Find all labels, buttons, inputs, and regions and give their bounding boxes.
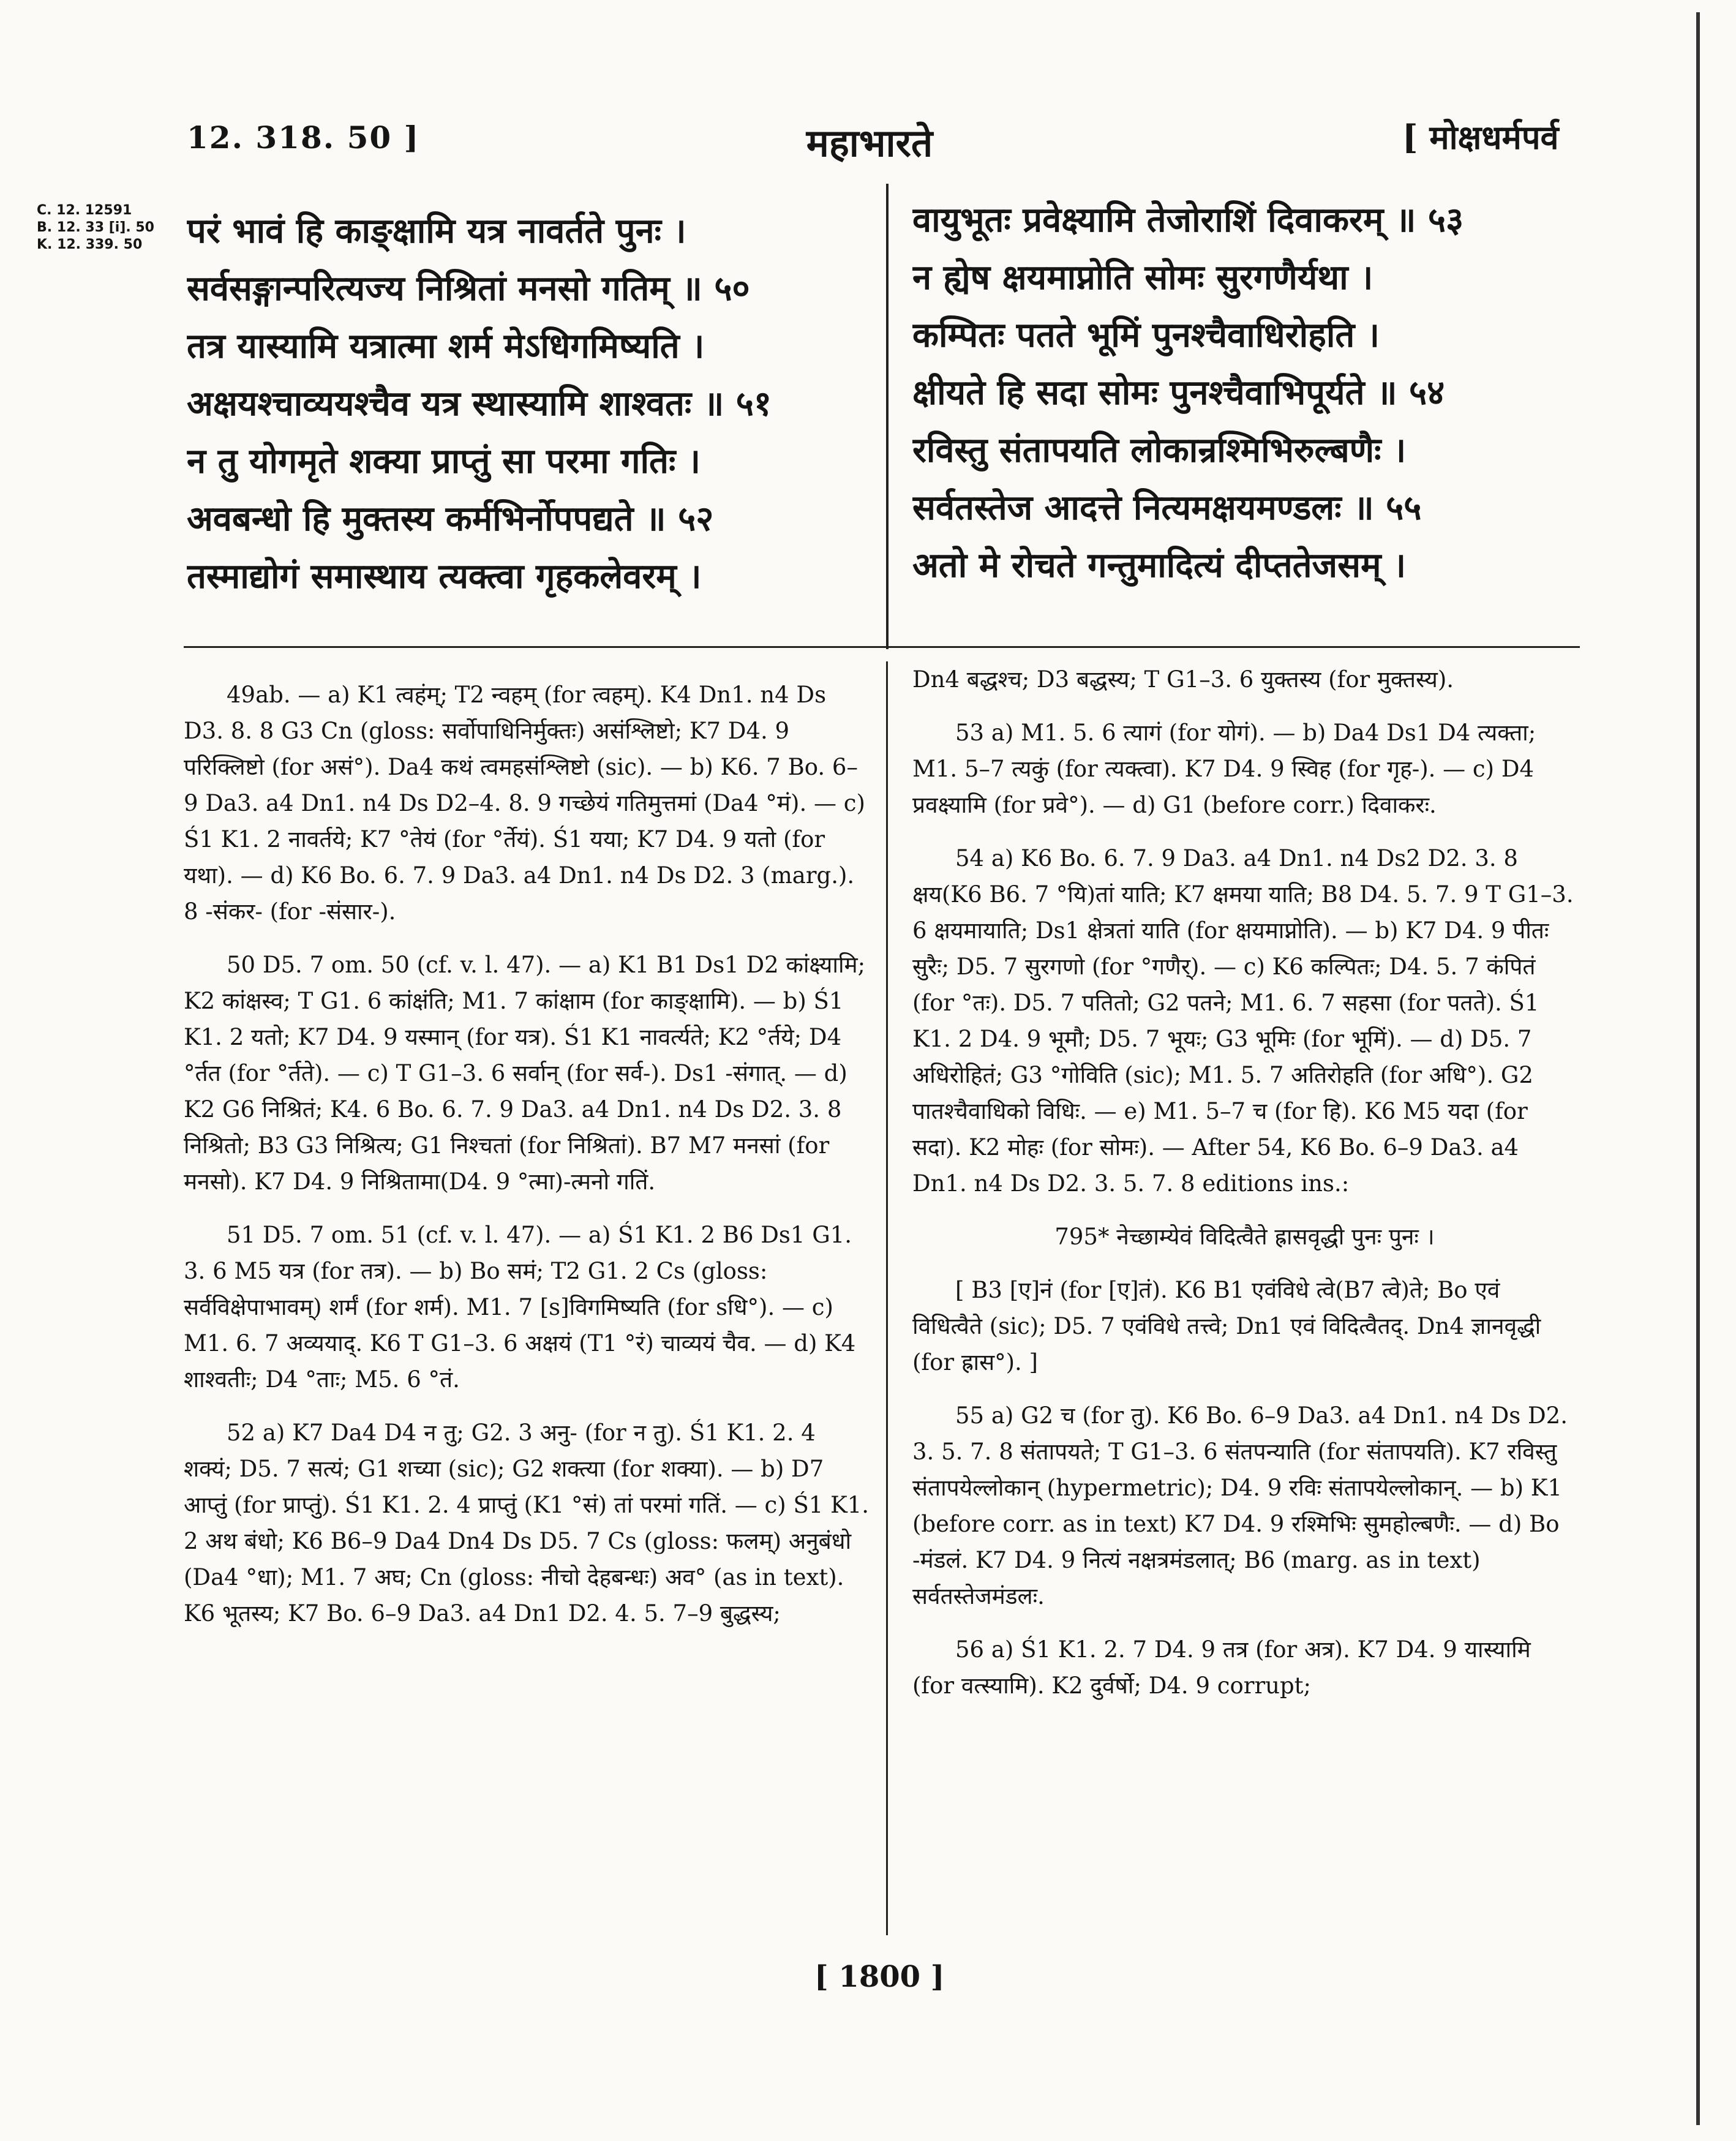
verse-line: अवबन्धो हि मुक्तस्य कर्मभिर्नोपपद्यते ॥ ५२ (187, 499, 714, 539)
verse-line: तत्र यास्यामि यत्रात्मा शर्म मेऽधिगमिष्यति । (187, 326, 705, 366)
concordance-ref: K. 12. 339. 50 (37, 237, 143, 252)
verse-column-right (912, 191, 1586, 594)
section-divider (184, 646, 1580, 648)
page-title: महाभारते (806, 121, 933, 165)
concordance-ref: C. 12. 12591 (37, 203, 132, 218)
header-verse-ref: 12. 318. 50 ] (187, 119, 420, 156)
verse-column-left (187, 202, 848, 605)
verse-line: वायुभूतः प्रवेक्ष्यामि तेजोराशिं दिवाकरम् ॥ ५३ (912, 200, 1464, 240)
apparatus-column-right (912, 661, 1577, 1721)
concordance-refs (37, 202, 154, 254)
column-divider-top (886, 184, 889, 649)
column-divider-bottom (886, 661, 888, 1935)
verse-line: रविस्तु संतापयति लोकान्रश्मिभिरुल्बणैः । (912, 430, 1407, 470)
apparatus-note: 55 a) G2 च (for तु). K6 Bo. 6–9 Da3. a4 Dn1. n4 Ds D2. 3. 5. 7. 8 संतापयते; T G1–3. 6 संतपन्याति (for संतापयति). K7 रविस्तु संतापयेल्लोकान् (hypermetric); D4. 9 रविः संतापयेल्लोकान्. — b) K1 (before corr. as in text) K7 D4. 9 रश्मिभिः सुमहोल्बणैः. — d) Bo -मंडलं. K7 D4. 9 नित्यं नक्षत्रमंडलात्; B6 (marg. as in text) सर्वतस्तेजमंडलः. (912, 1402, 1568, 1609)
apparatus-note: 52 a) K7 Da4 D4 न तु; G2. 3 अनु- (for न तु). Ś1 K1. 2. 4 शक्यं; D5. 7 सत्यं; G1 शच्या (sic); G2 शक्त्या (for शक्या). — b) D7 आप्तुं (for प्राप्तुं). Ś1 K1. 2. 4 प्राप्तुं (K1 °सं) तां परमां गतिं. — c) Ś1 K1. 2 अथ बंधो; K6 B6–9 Da4 Dn4 Ds D5. 7 Cs (gloss: फलम्) अनुबंधो (Da4 °धा); M1. 7 अघ; Cn (gloss: नीचो देहबन्धः) अव° (as in text). K6 भूतस्य; K7 Bo. 6–9 Da3. a4 Dn1 D2. 4. 5. 7–9 बुद्धस्य; (184, 1420, 870, 1627)
page-edge-line (1696, 12, 1700, 2125)
verse-line: अक्षयश्चाव्ययश्चैव यत्र स्थास्यामि शाश्वतः ॥ ५१ (187, 383, 772, 424)
apparatus-note: 50 D5. 7 om. 50 (cf. v. l. 47). — a) K1 B1 Ds1 D2 कांक्ष्यामि; K2 कांक्षस्व; T G1. 6 कांक्षंति; M1. 7 कांक्षाम (for काङ्क्षामि). — b) Ś1 K1. 2 यतो; K7 D4. 9 यस्मान् (for यत्र). Ś1 K1 नावर्त्यते; K2 °र्तये; D4 °र्तत (for °र्तते). — c) T G1–3. 6 सर्वान् (for सर्व-). Ds1 -संगात्. — d) K2 G6 निश्रितं; K4. 6 Bo. 6. 7. 9 Da3. a4 Dn1. n4 Ds D2. 3. 8 निश्रितो; B3 G3 निश्रित्य; G1 निश्चतां (for निश्रितां). B7 M7 मनसां (for मनसो). K7 D4. 9 निश्रितामा(D4. 9 °त्मा)-त्मनो गतिं. (184, 952, 866, 1195)
header-parvan-name: [ मोक्षधर्मपर्व (1402, 118, 1559, 157)
page-number: [ 1800 ] (814, 1960, 945, 1994)
verse-line: न तु योगमृते शक्या प्राप्तुं सा परमा गतिः । (187, 441, 701, 481)
inserted-passage: 795* नेच्छाम्येवं विदित्वैते ह्रासवृद्धी पुनः पुनः । (1054, 1224, 1435, 1250)
verse-line: क्षीयते हि सदा सोमः पुनश्चैवाभिपूर्यते ॥ ५४ (912, 372, 1445, 413)
verse-line: परं भावं हि काङ्क्षामि यत्र नावर्तते पुनः । (187, 211, 686, 251)
verse-line: अतो मे रोचते गन्तुमादित्यं दीप्ततेजसम् । (912, 545, 1407, 585)
verse-line: सर्वसङ्गान्परित्यज्य निश्रितां मनसो गतिम् ॥ ५० (187, 268, 750, 309)
apparatus-note: 56 a) Ś1 K1. 2. 7 D4. 9 तत्र (for अत्र). K7 D4. 9 यास्यामि (for वत्स्यामि). K2 दुर्वर्षो; D4. 9 corrupt; (912, 1636, 1531, 1699)
apparatus-note: 51 D5. 7 om. 51 (cf. v. l. 47). — a) Ś1 K1. 2 B6 Ds1 G1. 3. 6 M5 यत्र (for तत्र). — b) Bo समं; T2 G1. 2 Cs (gloss: सर्वविक्षेपाभावम्) शर्मं (for शर्म). M1. 7 [s]विगमिष्यति (for sधि°). — c) M1. 6. 7 अव्ययाद्. K6 T G1–3. 6 अक्षयं (T1 °रं) चाव्ययं चैव. — d) K4 शाश्वतीः; D4 °ताः; M5. 6 °तं. (184, 1222, 856, 1393)
apparatus-column-left (184, 677, 870, 1649)
apparatus-note: 53 a) M1. 5. 6 त्यागं (for योगं). — b) Da4 Ds1 D4 त्यक्ता; M1. 5–7 त्यकुं (for त्यक्त्वा). K7 D4. 9 स्विह (for गृह-). — c) D4 प्रवक्ष्यामि (for प्रवे°). — d) G1 (before corr.) दिवाकरः. (912, 720, 1536, 818)
apparatus-note: 49ab. — a) K1 त्वहंम्; T2 न्वहम् (for त्वहम्). K4 Dn1. n4 Ds D3. 8. 8 G3 Cn (gloss: सर्वोपाधिनिर्मुक्तः) असंश्लिष्टो; K7 D4. 9 परिक्लिष्टो (for असं°). Da4 कथं त्वमहसंश्लिष्टो (sic). — b) K6. 7 Bo. 6–9 Da3. a4 Dn1. n4 Ds D2–4. 8. 9 गच्छेयं गतिमुत्तमां (Da4 °मं). — c) Ś1 K1. 2 नावर्तये; K7 °तेयं (for °र्तेयं). Ś1 यया; K7 D4. 9 यतो (for यथा). — d) K6 Bo. 6. 7. 9 Da3. a4 Dn1. n4 Ds D2. 3 (marg.). 8 -संकर- (for -संसार-). (184, 682, 865, 925)
verse-line: कम्पितः पतते भूमिं पुनश्चैवाधिरोहति । (912, 315, 1380, 355)
verse-line: तस्माद्योगं समास्थाय त्यक्त्वा गृहकलेवरम् । (187, 556, 702, 596)
concordance-ref: B. 12. 33 [i]. 50 (37, 220, 154, 235)
apparatus-note: [ B3 [ए]नं (for [ए]तं). K6 B1 एवंविधे त्वे(B7 त्वे)ते; Bo एवं विधित्वैते (sic); D5. 7 एवंविधे तत्त्वे; Dn1 एवं विदित्वैतद्. Dn4 ज्ञानवृद्धी (for ह्रास°). ] (912, 1277, 1541, 1375)
verse-line: सर्वतस्तेज आदत्ते नित्यमक्षयमण्डलः ॥ ५५ (912, 487, 1422, 528)
verse-line: न ह्येष क्षयमाप्नोति सोमः सुरगणैर्यथा । (912, 257, 1373, 298)
apparatus-note: Dn4 बद्धश्च; D3 बद्धस्य; T G1–3. 6 युक्तस्य (for मुक्तस्य). (912, 666, 1454, 693)
apparatus-note: 54 a) K6 Bo. 6. 7. 9 Da3. a4 Dn1. n4 Ds2 D2. 3. 8 क्षय(K6 B6. 7 °यि)तां याति; K7 क्षमया याति; B8 D4. 5. 7. 9 T G1–3. 6 क्षयमायाति; Ds1 क्षेत्रतां याति (for क्षयमाप्नोति). — b) K7 D4. 9 पीतः सुरैः; D5. 7 सुरगणो (for °गणैर्). — c) K6 कल्पितः; D4. 5. 7 कंपितं (for °तः). D5. 7 पतितो; G2 पतने; M1. 6. 7 सहसा (for पतते). Ś1 K1. 2 D4. 9 भूमौ; D5. 7 भूयः; G3 भूमिः (for भूमिं). — d) D5. 7 अधिरोहितं; G3 °गोविति (sic); M1. 5. 7 अतिरोहति (for अधि°). G2 पातश्चैवाधिको विधिः. — e) M1. 5–7 च (for हि). K6 M5 यदा (for सदा). K2 मोहः (for सोमः). — After 54, K6 Bo. 6–9 Da3. a4 Dn1. n4 Ds D2. 3. 5. 7. 8 editions ins.: (912, 845, 1574, 1197)
